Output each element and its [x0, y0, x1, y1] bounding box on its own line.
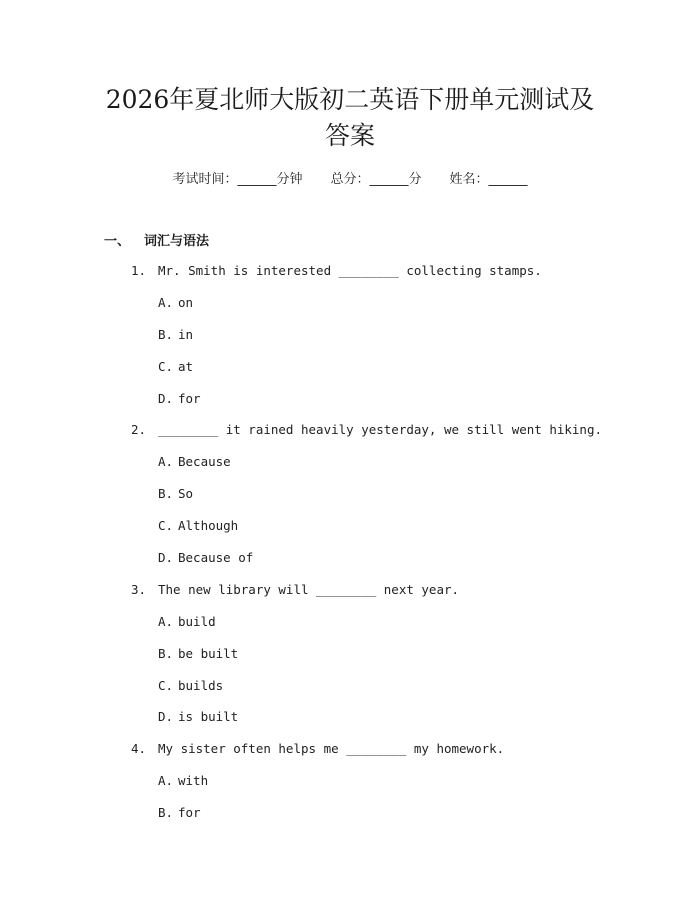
question-2-option-d	[0, 542, 700, 574]
question-text: My sister often helps me ________ my homework.	[158, 741, 505, 757]
option-text: Because	[178, 454, 231, 470]
question-2-option-c	[0, 510, 700, 542]
option-letter: A.	[158, 773, 174, 789]
question-4	[0, 733, 700, 765]
question-number: 1.	[131, 263, 147, 278]
question-2	[0, 414, 700, 446]
question-1-option-d	[0, 383, 700, 415]
question-2-option-a	[0, 446, 700, 478]
option-letter: A.	[158, 454, 174, 470]
exam-info	[0, 168, 700, 187]
question-number: 2.	[131, 422, 147, 438]
option-letter: B.	[158, 805, 174, 821]
question-3-option-b	[0, 638, 700, 670]
option-text: builds	[178, 677, 224, 693]
document-title	[80, 82, 620, 154]
option-letter: A.	[158, 294, 174, 310]
option-text: So	[178, 486, 194, 502]
question-4-option-b	[0, 797, 700, 829]
option-letter: A.	[158, 613, 174, 629]
option-letter: D.	[158, 390, 174, 406]
question-1-option-c	[0, 351, 700, 383]
question-number: 4.	[131, 741, 147, 757]
option-text: build	[178, 613, 216, 629]
question-4-option-a	[0, 765, 700, 797]
option-text: Although	[178, 518, 239, 534]
option-letter: D.	[158, 709, 174, 725]
option-letter: D.	[158, 550, 174, 566]
option-letter: C.	[158, 358, 174, 374]
exam-name: 姓名：______	[449, 172, 528, 187]
option-text: for	[178, 805, 201, 821]
option-letter: B.	[158, 486, 174, 502]
question-text: ________ it rained heavily yesterday, we still went hiking.	[158, 422, 603, 438]
option-letter: C.	[158, 677, 174, 693]
question-number: 3.	[131, 581, 147, 597]
question-text: The new library will ________ next year.	[158, 581, 460, 597]
option-text: on	[178, 294, 194, 310]
question-1	[0, 255, 700, 287]
question-3-option-d	[0, 701, 700, 733]
question-3-option-a	[0, 606, 700, 638]
section-heading	[104, 230, 209, 249]
option-text: be built	[178, 645, 239, 661]
option-text: is built	[178, 709, 239, 725]
option-letter: B.	[158, 326, 174, 342]
option-text: for	[178, 390, 201, 406]
question-1-option-b	[0, 319, 700, 351]
title-line-2: 答案	[324, 121, 375, 150]
section-number: 一、	[104, 234, 131, 249]
option-letter: B.	[158, 645, 174, 661]
exam-total-score: 总分：______分	[330, 172, 422, 187]
question-2-option-b	[0, 478, 700, 510]
question-text: Mr. Smith is interested ________ collecting stamps.	[158, 263, 542, 278]
option-text: Because of	[178, 550, 254, 566]
exam-time: 考试时间：______分钟	[172, 172, 303, 187]
option-text: at	[178, 358, 194, 374]
option-text: in	[178, 326, 194, 342]
question-3	[0, 574, 700, 606]
option-text: with	[178, 773, 209, 789]
question-1-option-a	[0, 287, 700, 319]
question-list	[0, 255, 700, 829]
title-line-1: 2026年夏北师大版初二英语下册单元测试及	[105, 85, 595, 114]
section-title: 词汇与语法	[144, 234, 210, 249]
option-letter: C.	[158, 518, 174, 534]
question-3-option-c	[0, 670, 700, 702]
